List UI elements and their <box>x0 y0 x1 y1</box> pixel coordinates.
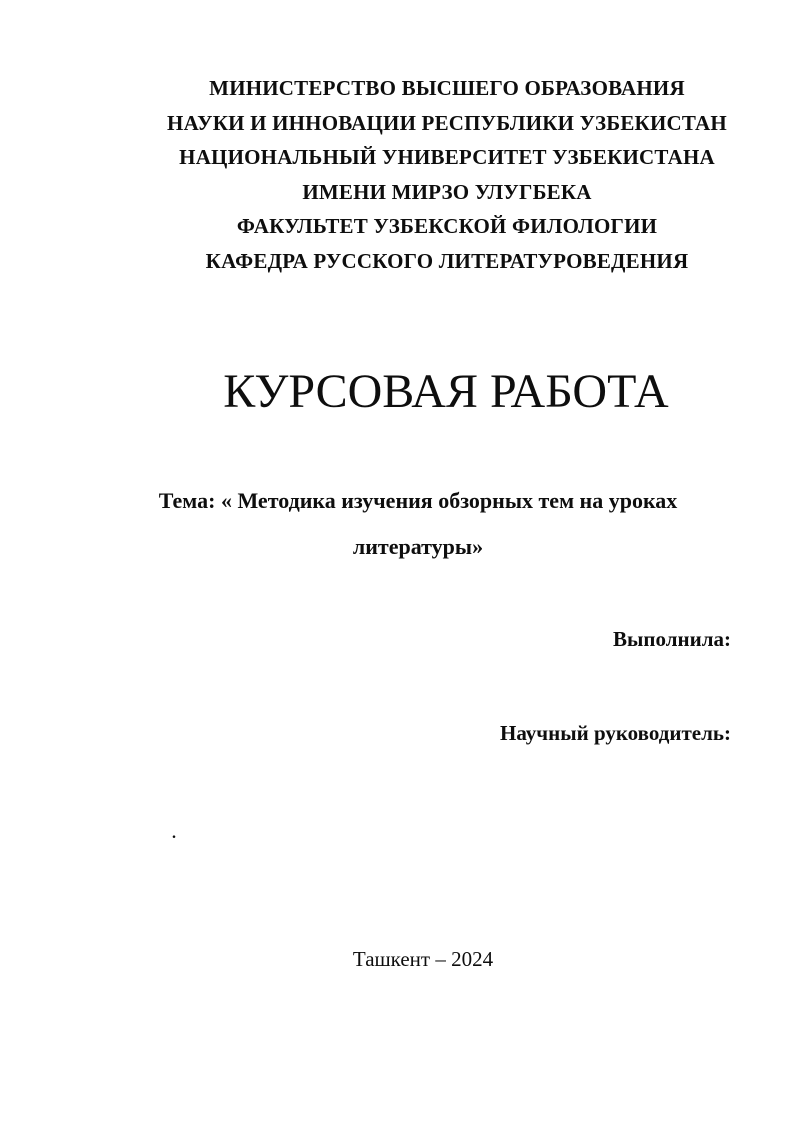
performer-label: Выполнила: <box>613 627 731 651</box>
university-header-block <box>94 71 800 278</box>
theme-line-1: Тема: « Методика изучения обзорных тем на уроках <box>158 488 678 513</box>
document-title: КУРСОВАЯ РАБОТА <box>223 365 669 418</box>
header-line-national-university: НАЦИОНАЛЬНЫЙ УНИВЕРСИТЕТ УЗБЕКИСТАНА <box>179 145 715 169</box>
stray-period: . <box>172 825 176 842</box>
header-line-faculty: ФАКУЛЬТЕТ УЗБЕКСКОЙ ФИЛОЛОГИИ <box>236 214 658 238</box>
header-line-science-innovation: НАУКИ И ИННОВАЦИИ РЕСПУБЛИКИ УЗБЕКИСТАН <box>167 110 727 135</box>
header-line-department: КАФЕДРА РУССКОГО ЛИТЕРАТУРОВЕДЕНИЯ <box>205 248 689 273</box>
supervisor-label: Научный руководитель: <box>500 721 731 745</box>
header-line-ministry: МИНИСТЕРСТВО ВЫСШЕГО ОБРАЗОВАНИЯ <box>209 76 685 100</box>
theme-line-2: литературы» <box>352 534 484 559</box>
header-line-named-after: ИМЕНИ МИРЗО УЛУГБЕКА <box>302 179 592 204</box>
theme-paragraph <box>36 478 800 570</box>
city-year-line: Ташкент – 2024 <box>352 947 494 971</box>
